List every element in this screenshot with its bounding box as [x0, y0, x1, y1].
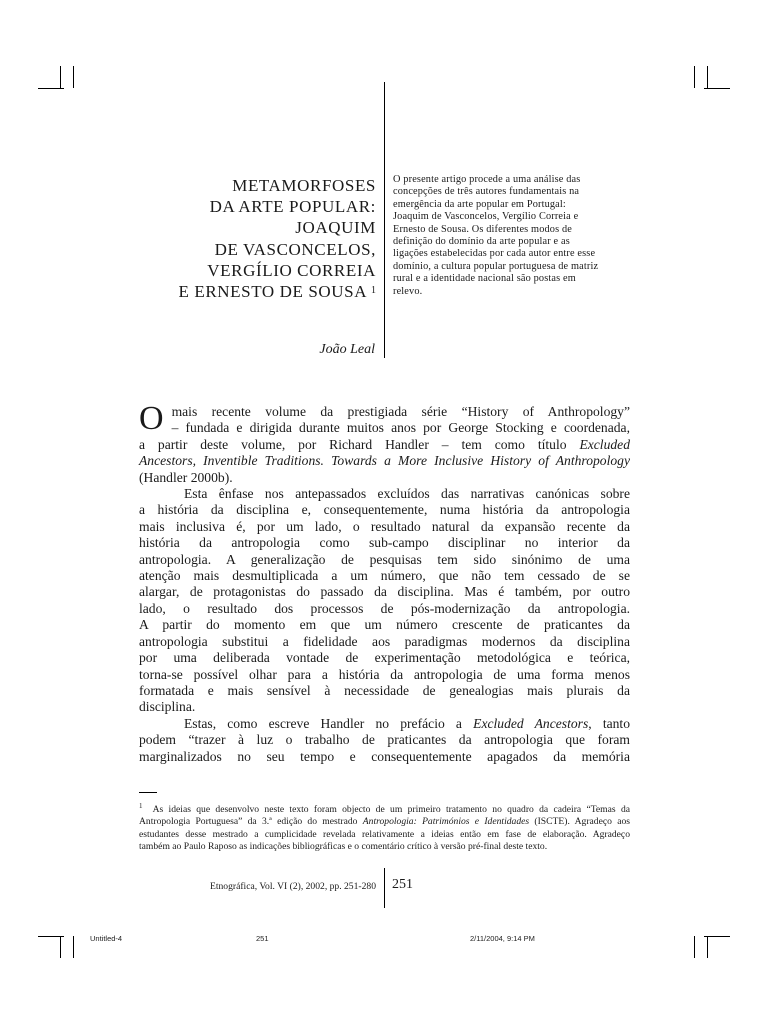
abstract-line: ligações estabelecidas por cada autor entre esse	[393, 248, 596, 260]
book-title-italic: Excluded	[579, 436, 631, 452]
abstract-line: domínio, a cultura popular portuguesa de matriz	[393, 260, 599, 272]
paragraph-1	[139, 400, 631, 486]
body-line	[139, 716, 630, 732]
abstract-line: Ernesto de Sousa. Os diferentes modos de	[393, 223, 573, 235]
body-line-text: Estas, como escreve Handler no prefácio a	[184, 715, 462, 731]
abstract-line: O presente artigo procede a uma análise das	[393, 174, 581, 185]
body-line: alargar, de protagonistas do passado da disciplina. Mas é também, por outro	[139, 584, 630, 600]
footnote-text: As ideias que desenvolvo neste texto foram objecto de um primeiro tratamento no quadro da cadeira “Temas da	[152, 804, 630, 816]
page-number: 251	[392, 877, 413, 892]
body-line: Ancestors, Inventible Traditions. Towards a More Inclusive History of Anthropology	[139, 453, 630, 469]
body-line: (Handler 2000b).	[139, 469, 233, 485]
body-line: a história da disciplina e, consequentemente, numa história da antropologia	[139, 502, 630, 518]
title-footnote-ref: 1	[371, 285, 376, 297]
journal-reference: Etnográfica, Vol. VI (2), 2002, pp. 251-280	[209, 881, 376, 892]
body-line: podem “trazer à luz o trabalho de praticantes da antropologia que foram	[139, 732, 630, 748]
body-line: – fundada e dirigida durante muitos anos por George Stocking e coordenada,	[171, 420, 630, 436]
paragraph-2	[139, 486, 630, 716]
author-name: João Leal	[319, 342, 375, 357]
footnote-line: também ao Paulo Raposo as indicações bibliográficas e o comentário crítico à versão pré-final deste texto.	[139, 840, 548, 852]
body-line: Esta ênfase nos antepassados excluídos das narrativas canónicas sobre	[184, 486, 630, 502]
body-line: mais recente volume da prestigiada série “History of Anthropology”	[171, 404, 630, 419]
title-line: JOAQUIM	[295, 218, 376, 238]
footnote-italic: Antropologia: Patrimónios e Identidades	[362, 816, 530, 828]
abstract-line: relevo.	[393, 285, 423, 297]
abstract-line: concepções de três autores fundamentais na	[393, 186, 580, 198]
body-line	[139, 437, 630, 453]
abstract	[393, 174, 633, 298]
title-line: VERGÍLIO CORREIA	[207, 260, 376, 280]
abstract-line: rural e a identidade nacional são postas em	[393, 273, 576, 285]
slug-page: 251	[256, 934, 269, 943]
footnote-separator	[139, 792, 157, 793]
body-line: atenção mais desmultiplicada a um número, que não tem cessado de se	[139, 568, 630, 584]
footnote	[139, 800, 630, 853]
footnote-line	[139, 800, 630, 816]
body-line: antropologia substitui a fidelidade aos paradigmas modernos da disciplina	[139, 633, 630, 649]
footnote-text: (ISCTE). Agradeço aos	[534, 816, 630, 828]
paragraph-3	[139, 716, 630, 765]
crop-mark	[694, 936, 695, 958]
center-rule-bottom	[384, 868, 385, 908]
body-line: A partir do momento em que um número crescente de praticantes da	[139, 617, 630, 633]
title-line: DA ARTE POPULAR:	[209, 197, 376, 217]
body-line-text: , tanto	[588, 715, 630, 731]
title-line-text: E ERNESTO DE SOUSA	[178, 282, 367, 302]
body-line: formatada e mais sensível à necessidade de genealogias mais plurais da	[139, 682, 630, 698]
abstract-line: Joaquim de Vasconcelos, Vergílio Correia e	[393, 211, 579, 223]
crop-mark	[38, 88, 64, 89]
body-line: torna-se possível olhar para a história da antropologia de uma forma menos	[139, 666, 630, 682]
crop-mark	[707, 936, 708, 958]
body-line: marginalizados no seu tempo e consequentemente apagados da memória	[139, 748, 630, 764]
footnote-line	[139, 816, 630, 828]
body-line: por uma deliberada vontade de experimentação metodológica e teórica,	[139, 650, 630, 666]
crop-mark	[73, 66, 74, 88]
title-line: METAMORFOSES	[232, 176, 376, 195]
slug-datetime: 2/11/2004, 9:14 PM	[470, 934, 535, 943]
article-title	[140, 175, 376, 302]
body-line: disciplina.	[139, 699, 196, 715]
crop-mark	[73, 936, 74, 958]
abstract-line: emergência da arte popular em Portugal:	[393, 198, 566, 210]
body-line: antropologia. A generalização de pesquisas tem sido sinónimo de uma	[139, 551, 630, 567]
crop-mark	[707, 66, 708, 88]
crop-mark	[694, 66, 695, 88]
title-line	[140, 281, 376, 302]
crop-mark	[704, 88, 730, 89]
body-line-text: a partir deste volume, por Richard Handler – tem como título	[139, 436, 567, 452]
crop-mark	[60, 66, 61, 88]
footnote-line: estudantes desse mestrado a cumplicidade revelada relativamente a ideias então em fase de elaboração. Agradeço	[139, 828, 630, 840]
body-line: história da antropologia como sub-campo disciplinar no interior da	[139, 535, 630, 551]
title-line: DE VASCONCELOS,	[214, 239, 376, 259]
body-text	[139, 400, 631, 765]
book-title-italic: Excluded Ancestors	[473, 715, 589, 731]
body-line: lado, o resultado dos processos de pós-modernização da antropologia.	[139, 600, 630, 616]
slug-filename: Untitled-4	[90, 934, 123, 943]
crop-mark	[60, 936, 61, 958]
abstract-line: definição do domínio da arte popular e as	[393, 236, 570, 248]
drop-cap: O	[139, 400, 164, 437]
body-line: mais inclusiva é, por um lado, o resultado natural da expansão recente da	[139, 518, 630, 534]
footnote-text: Antropologia Portuguesa” da 3.ª edição do mestrado	[139, 816, 358, 828]
center-rule-top	[384, 82, 385, 358]
footnote-number: 1	[139, 802, 143, 810]
